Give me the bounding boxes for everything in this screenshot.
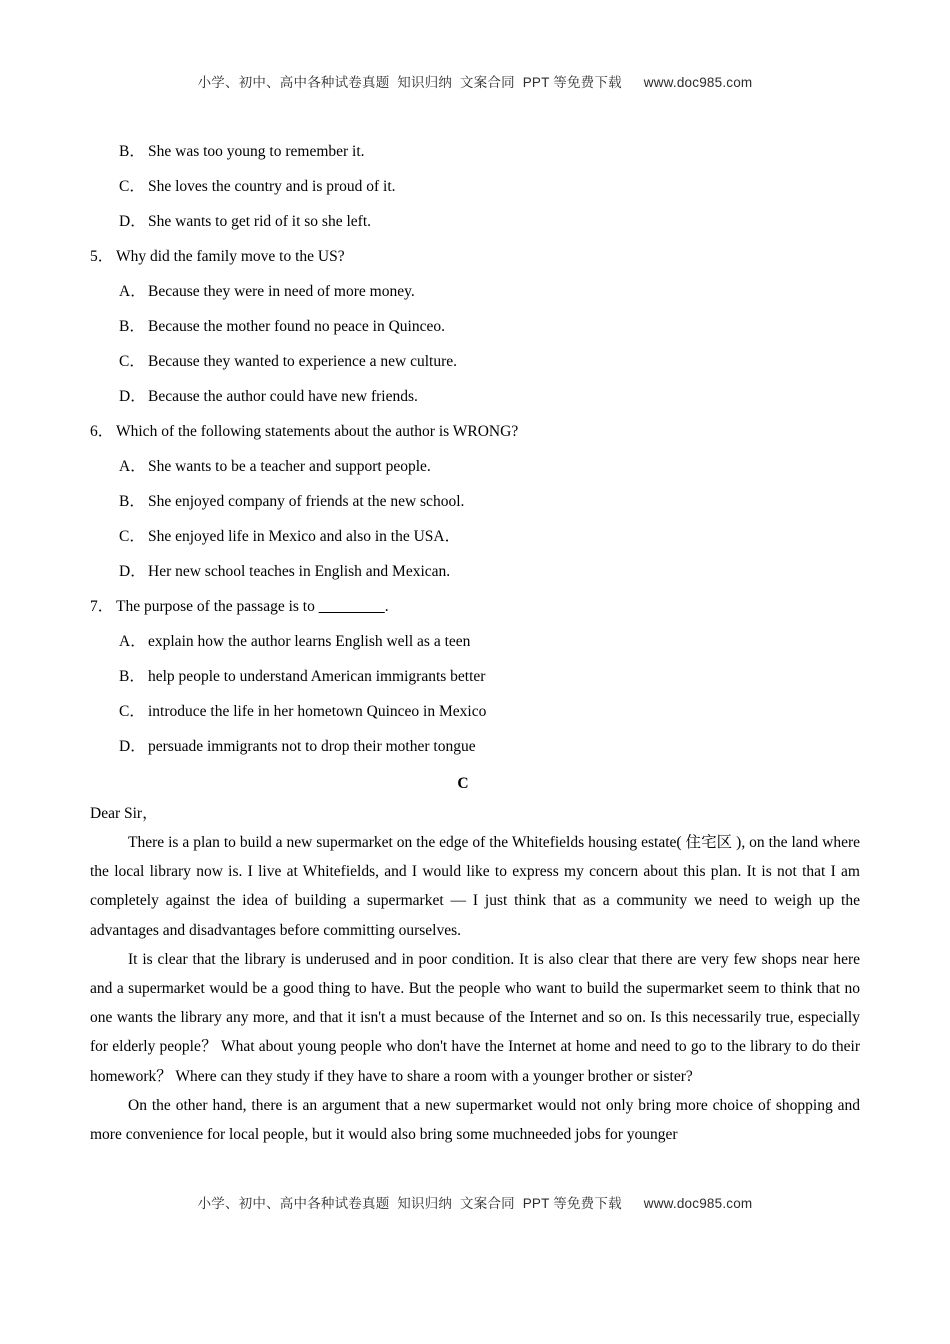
- option-text: She wants to get rid of it so she left.: [148, 213, 371, 230]
- header-watermark-url: www.doc985.com: [643, 75, 753, 90]
- section-heading-c: C: [457, 775, 469, 792]
- passage-paragraph-1: There is a plan to build a new supermarket on the edge of the Whitefields housing estate( 住宅区 ), on the land where the local library now is. I live at Whitefields, and I would like to express my concern about this plan. It is not that I am completely against the idea of building a supermarket — I just think that as a community we need to weigh up the advantages and disadvantages before committing ourselves.: [90, 834, 860, 939]
- option-text: She wants to be a teacher and support people.: [148, 458, 431, 475]
- header-watermark-text: 小学、初中、高中各种试卷真题 知识归纳 文案合同 PPT 等免费下载: [197, 75, 622, 90]
- option-label: D．: [119, 213, 146, 230]
- option-row: [90, 134, 860, 169]
- passage-paragraph-3: On the other hand, there is an argument that a new supermarket would not only bring more choice of shopping and more convenience for local people, but it would also bring some muchneeded jobs for younger: [90, 1096, 860, 1144]
- option-label: A．: [119, 633, 146, 650]
- option-row: [90, 169, 860, 204]
- footer-watermark: [0, 1192, 950, 1212]
- footer-watermark-text: 小学、初中、高中各种试卷真题 知识归纳 文案合同 PPT 等免费下载: [197, 1196, 622, 1211]
- option-row: [90, 554, 860, 589]
- option-text: help people to understand American immigrants better: [148, 668, 486, 685]
- option-text: Her new school teaches in English and Mexican.: [148, 563, 451, 580]
- question-prompt-6: [90, 414, 860, 449]
- option-label: B．: [119, 493, 145, 510]
- question-block-6: [90, 414, 860, 589]
- option-row: [90, 729, 860, 764]
- question-text: Why did the family move to the US?: [116, 248, 345, 265]
- option-label: B．: [119, 668, 145, 685]
- option-text: She enjoyed company of friends at the new school.: [148, 493, 465, 510]
- option-label: B．: [119, 143, 145, 160]
- option-row: [90, 379, 860, 414]
- option-row: [90, 694, 860, 729]
- question-text-tail: .: [384, 598, 389, 615]
- option-row: [90, 449, 860, 484]
- option-text: Because they wanted to experience a new culture.: [148, 353, 457, 370]
- option-text: explain how the author learns English well as a teen: [148, 633, 471, 650]
- option-row: [90, 274, 860, 309]
- option-row: [90, 484, 860, 519]
- option-text: Because the author could have new friends.: [148, 388, 418, 405]
- answer-blank[interactable]: ________: [318, 598, 385, 615]
- question-number: 6．: [90, 423, 114, 440]
- option-text: She enjoyed life in Mexico and also in the USA．: [148, 528, 461, 545]
- document-content: [90, 0, 860, 1149]
- option-label: C．: [119, 178, 145, 195]
- option-label: B．: [119, 318, 145, 335]
- option-text: persuade immigrants not to drop their mother tongue: [148, 738, 476, 755]
- footer-watermark-url: www.doc985.com: [643, 1196, 753, 1211]
- question-number: 7．: [90, 598, 114, 615]
- option-label: A．: [119, 283, 146, 300]
- option-row: [90, 624, 860, 659]
- option-row: [90, 519, 860, 554]
- question-prompt-7: [90, 589, 860, 624]
- option-row: [90, 344, 860, 379]
- question-text: Which of the following statements about the author is WRONG?: [116, 423, 519, 440]
- question-prompt-5: [90, 239, 860, 274]
- option-label: D．: [119, 738, 146, 755]
- option-row: [90, 204, 860, 239]
- question-block-5: [90, 239, 860, 414]
- passage-paragraph-2: It is clear that the library is underused and in poor condition. It is also clear that there are very few shops near here and a supermarket would be a good thing to have. But the people who want to build the supermarket seem to think that no one wants the library any more, and that it isn't a must because of the Internet and so on. Is this necessarily true, especially for elderly people？ What about young people who don't have the Internet at home and need to go to the library to do their homework？ Where can they study if they have to share a room with a younger brother or sister?: [90, 950, 860, 1085]
- option-text: She was too young to remember it.: [148, 143, 365, 160]
- option-label: A．: [119, 458, 146, 475]
- question-block-prev: [90, 0, 860, 239]
- letter-salutation: Dear Sir，: [90, 805, 158, 822]
- option-label: C．: [119, 353, 145, 370]
- option-row: [90, 659, 860, 694]
- option-label: D．: [119, 563, 146, 580]
- option-row: [90, 309, 860, 344]
- option-label: C．: [119, 703, 145, 720]
- option-label: C．: [119, 528, 145, 545]
- question-block-7: [90, 589, 860, 764]
- option-label: D．: [119, 388, 146, 405]
- option-text: introduce the life in her hometown Quinceo in Mexico: [148, 703, 487, 720]
- option-text: Because the mother found no peace in Quinceo.: [148, 318, 445, 335]
- question-number: 5．: [90, 248, 114, 265]
- option-text: She loves the country and is proud of it.: [148, 178, 396, 195]
- question-text: The purpose of the passage is to: [116, 598, 319, 615]
- option-text: Because they were in need of more money.: [148, 283, 415, 300]
